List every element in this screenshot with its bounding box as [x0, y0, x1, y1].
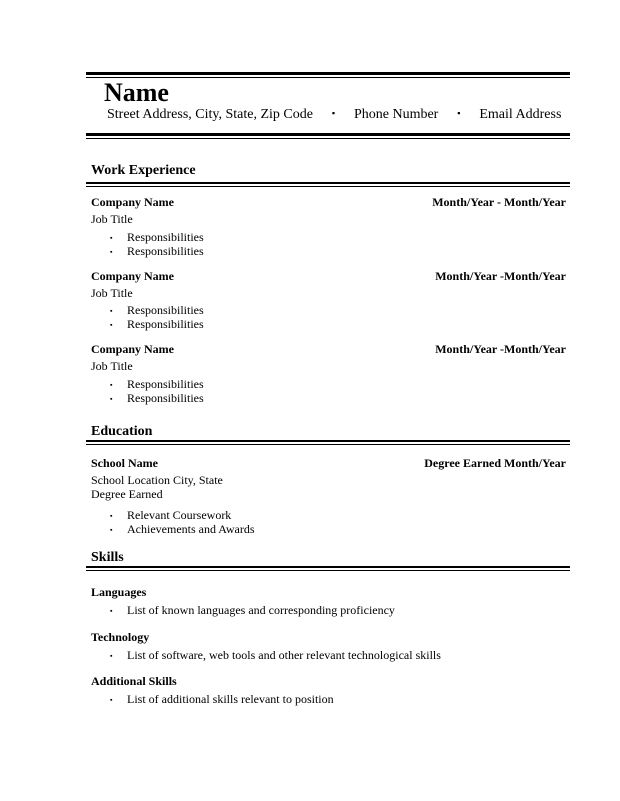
bullet-icon: ▪ [110, 512, 113, 520]
skill-group-heading: Additional Skills [91, 674, 177, 688]
work-experience-rule [86, 182, 570, 187]
separator-bullet: ▪ [457, 108, 461, 118]
email-address: Email Address [479, 107, 562, 122]
list-item: ▪ Responsibilities [110, 391, 204, 405]
bullet-icon: ▪ [110, 381, 113, 389]
bullet-icon: ▪ [110, 395, 113, 403]
list-item: ▪ Achievements and Awards [110, 522, 255, 536]
job-dates: Month/Year -Month/Year [435, 342, 566, 356]
bullet-icon: ▪ [110, 696, 113, 704]
list-item: ▪ List of additional skills relevant to position [110, 692, 334, 706]
bullet-icon: ▪ [110, 234, 113, 242]
company-name: Company Name [91, 269, 174, 283]
degree-date: Degree Earned Month/Year [424, 456, 566, 470]
bullet-icon: ▪ [110, 248, 113, 256]
list-item: ▪ Responsibilities [110, 244, 204, 258]
phone-number: Phone Number [353, 107, 439, 122]
work-experience-heading: Work Experience [91, 163, 196, 178]
job-title: Job Title [91, 212, 133, 226]
list-item: ▪ Responsibilities [110, 317, 204, 331]
list-item: ▪ Responsibilities [110, 377, 204, 391]
separator-bullet: ▪ [331, 108, 336, 118]
candidate-name: Name [104, 78, 169, 107]
list-item: ▪ List of known languages and corresponding proficiency [110, 603, 395, 617]
street-address: Street Address, City, State, Zip Code [107, 107, 313, 122]
list-item: ▪ List of software, web tools and other relevant technological skills [110, 648, 441, 662]
skill-group-heading: Languages [91, 585, 147, 599]
job-title: Job Title [91, 286, 133, 300]
list-item: ▪ Relevant Coursework [110, 508, 232, 522]
skill-group-heading: Technology [91, 630, 150, 644]
company-name: Company Name [91, 195, 174, 209]
company-name: Company Name [91, 342, 174, 356]
job-dates: Month/Year -Month/Year [435, 269, 566, 283]
bullet-icon: ▪ [110, 607, 113, 615]
header-bottom-rule [86, 133, 570, 139]
bullet-icon: ▪ [110, 652, 113, 660]
bullet-icon: ▪ [110, 321, 113, 329]
bullet-icon: ▪ [110, 307, 113, 315]
school-name: School Name [91, 456, 158, 470]
school-location: School Location City, State [91, 473, 223, 487]
bullet-icon: ▪ [110, 526, 113, 534]
job-dates: Month/Year - Month/Year [432, 195, 566, 209]
list-item: ▪ Responsibilities [110, 303, 204, 317]
skills-rule [86, 566, 570, 571]
education-rule [86, 440, 570, 445]
skills-heading: Skills [91, 550, 124, 565]
list-item: ▪ Responsibilities [110, 230, 204, 244]
job-title: Job Title [91, 359, 133, 373]
contact-line [107, 107, 561, 123]
education-heading: Education [91, 424, 153, 439]
degree-earned: Degree Earned [91, 487, 163, 501]
